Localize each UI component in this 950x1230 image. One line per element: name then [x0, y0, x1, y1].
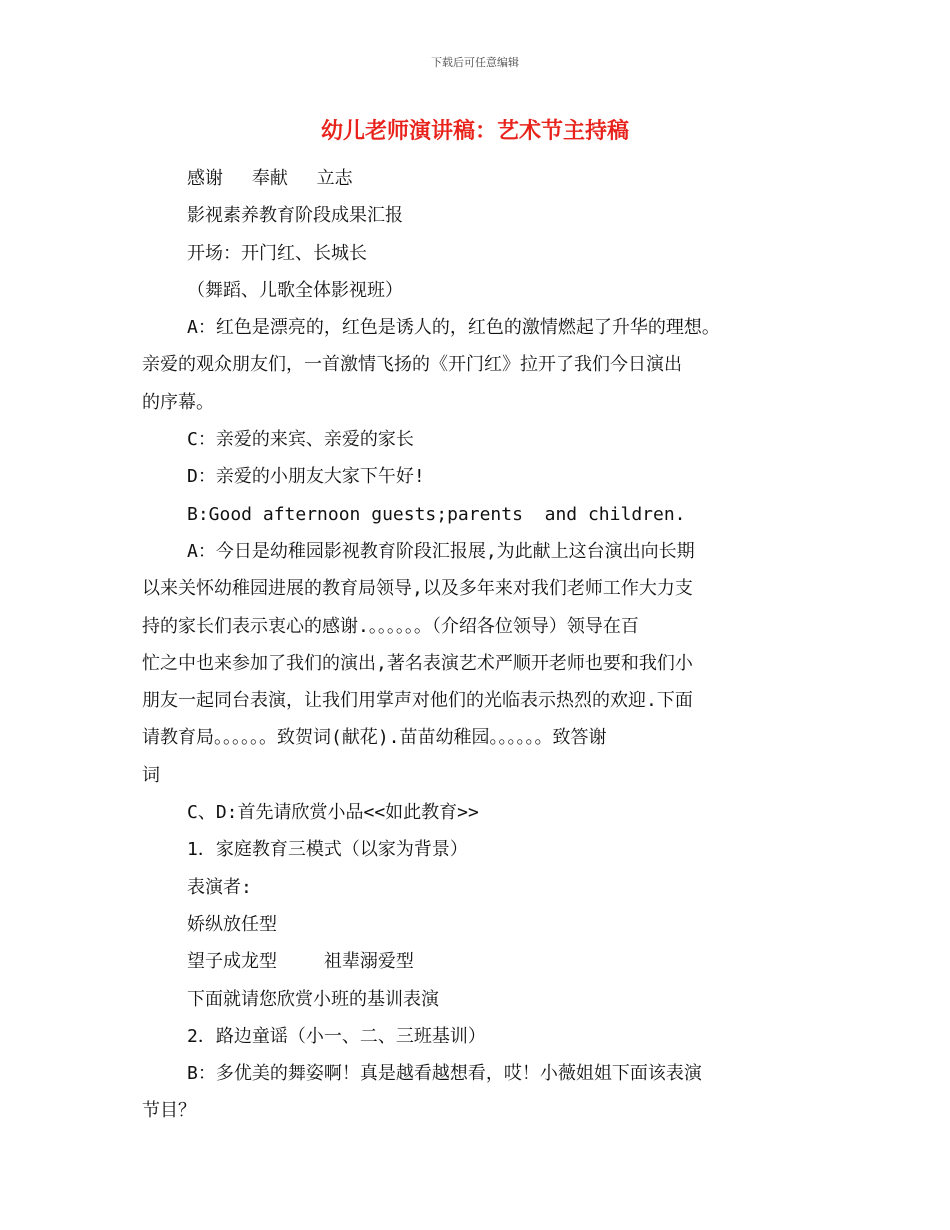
paragraph-line: 1．家庭教育三模式（以家为背景） — [187, 839, 468, 861]
header-note: 下载后可任意编辑 — [431, 56, 519, 69]
paragraph-line: 词 — [142, 764, 160, 786]
paragraph-line: D：亲爱的小朋友大家下午好! — [187, 466, 425, 488]
paragraph-line: 请教育局。。。。。。致贺词(献花).苗苗幼稚园。。。。。。致答谢 — [142, 727, 607, 749]
paragraph-line: C、D:首先请欣赏小品<<如此教育>> — [187, 802, 479, 824]
document-body — [142, 160, 822, 1130]
paragraph-line: 望子成龙型 祖辈溺爱型 — [187, 951, 414, 973]
paragraph-line: 忙之中也来参加了我们的演出,著名表演艺术严顺开老师也要和我们小 — [142, 652, 693, 674]
paragraph-line: 开场：开门红、长城长 — [187, 242, 367, 264]
paragraph-line: 以来关怀幼稚园进展的教育局领导,以及多年来对我们老师工作大力支 — [142, 578, 693, 600]
paragraph-line: A：今日是幼稚园影视教育阶段汇报展,为此献上这台演出向长期 — [187, 540, 695, 562]
paragraph-line: 朋友一起同台表演，让我们用掌声对他们的光临表示热烈的欢迎.下面 — [142, 690, 693, 712]
paragraph-line: 感谢 奉献 立志 — [187, 168, 353, 189]
paragraph-line: 娇纵放任型 — [187, 913, 277, 935]
paragraph-line: 的序幕。 — [142, 391, 214, 413]
paragraph-line: 下面就请您欣赏小班的基训表演 — [187, 988, 439, 1010]
paragraph-line: B：多优美的舞姿啊！真是越看越想看，哎！小薇姐姐下面该表演 — [187, 1063, 702, 1085]
paragraph-line: 持的家长们表示衷心的感谢.。。。。。。（介绍各位领导）领导在百 — [142, 615, 639, 637]
paragraph-line: A：红色是漂亮的，红色是诱人的，红色的激情燃起了升华的理想。 — [187, 317, 720, 339]
paragraph-line: 节目？ — [142, 1100, 196, 1122]
paragraph-line: 2．路边童谣（小一、二、三班基训） — [187, 1025, 486, 1047]
paragraph-line: （舞蹈、儿歌全体影视班） — [187, 279, 403, 301]
paragraph-line: 影视素养教育阶段成果汇报 — [187, 205, 403, 227]
paragraph-line: C：亲爱的来宾、亲爱的家长 — [187, 429, 414, 451]
document-title: 幼儿老师演讲稿：艺术节主持稿 — [320, 118, 629, 144]
paragraph-line: 表演者: — [187, 876, 252, 898]
paragraph-line: 亲爱的观众朋友们，一首激情飞扬的《开门红》拉开了我们今日演出 — [142, 354, 682, 376]
paragraph-line: B:Good afternoon guests;parents and children. — [187, 503, 686, 525]
